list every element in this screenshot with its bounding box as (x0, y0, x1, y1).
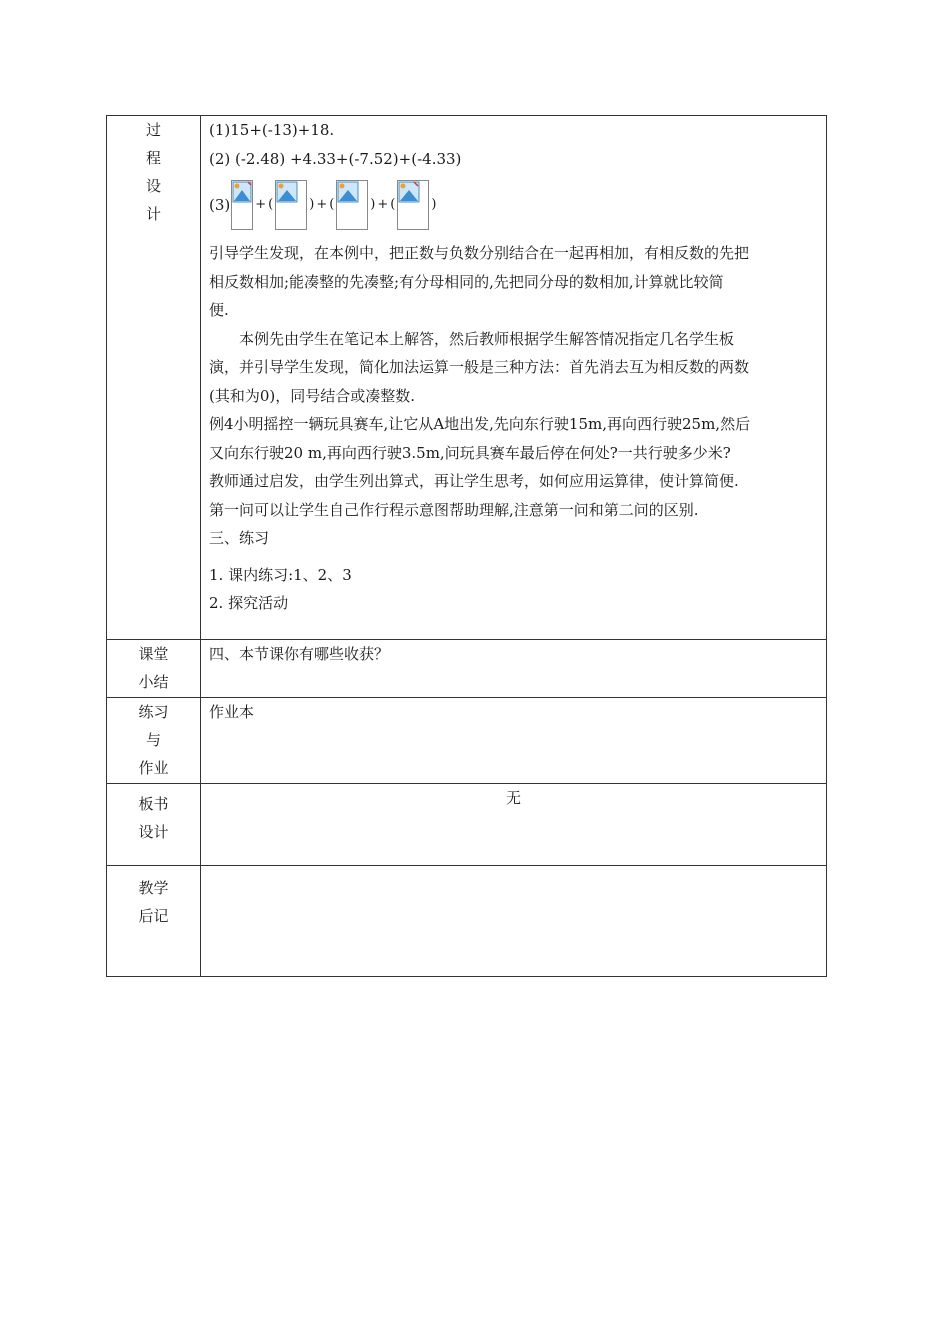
homework-label-cell (107, 698, 201, 784)
example-4-line: 例4小明摇控一辆玩具赛车,让它从A地出发,先向东行驶15m,再向西行驶25m,然后 (209, 415, 751, 433)
notes-row (107, 866, 827, 977)
notes-content-cell (201, 866, 827, 977)
open-paren: ( (329, 196, 335, 212)
open-paren: ( (390, 196, 396, 212)
summary-label-line: 小结 (138, 673, 169, 691)
example-2: (2) (-2.48) +4.33+(-7.52)+(-4.33) (209, 149, 462, 168)
homework-label-line: 与 (145, 731, 161, 749)
plus-sign: + (316, 196, 328, 212)
homework-row (107, 698, 827, 784)
method-paragraph-line: 演，并引导学生发现，简化加法运算一般是三种方法：首先消去互为相反数的两数 (209, 358, 750, 376)
board-label-line: 板书 (138, 795, 169, 813)
process-label-char: 程 (145, 149, 161, 167)
plus-sign: + (255, 196, 267, 212)
practice-item: 2. 探究活动 (209, 594, 289, 612)
close-paren: ) (309, 196, 315, 212)
summary-text: 四、本节课你有哪些收获？ (209, 645, 390, 663)
broken-image-icon (231, 180, 253, 230)
summary-row (107, 640, 827, 698)
process-label-cell (107, 116, 201, 640)
homework-label-line: 作业 (138, 759, 169, 777)
broken-image-icon (275, 180, 307, 230)
open-paren: ( (268, 196, 274, 212)
broken-image-icon (336, 180, 368, 230)
board-label-cell (107, 784, 201, 866)
process-content-cell (201, 116, 827, 640)
guide-paragraph-line: 引导学生发现，在本例中，把正数与负数分别结合在一起再相加，有相反数的先把 (209, 244, 750, 262)
notes-label-cell (107, 866, 201, 977)
practice-item: 1. 课内练习:1、2、3 (209, 565, 352, 584)
example-3-prefix: (3) (209, 195, 231, 214)
summary-content-cell (201, 640, 827, 698)
lesson-plan-table (106, 115, 827, 977)
process-label-char: 计 (145, 205, 161, 223)
guide-paragraph-line: 相反数相加;能凑整的先凑整;有分母相同的,先把同分母的数相加,计算就比较简 (209, 272, 724, 291)
notes-label-line: 后记 (138, 907, 169, 925)
close-paren: ) (370, 196, 376, 212)
section-heading-practice: 三、练习 (209, 529, 270, 547)
example-4-line: 又向东行驶20 m,再向西行驶3.5m,问玩具赛车最后停在何处?一共行驶多少米? (209, 443, 731, 462)
process-label-char: 过 (145, 121, 161, 139)
spacer (209, 553, 818, 561)
method-paragraph-line: 本例先由学生在笔记本上解答，然后教师根据学生解答情况指定几名学生板 (239, 329, 735, 348)
broken-image-icon (397, 180, 429, 230)
board-text: 无 (505, 789, 521, 807)
homework-content-cell (201, 698, 827, 784)
homework-label-line: 练习 (138, 703, 169, 721)
example-1: (1)15+(-13)+18. (209, 121, 335, 139)
process-label-char: 设 (145, 177, 161, 195)
board-row (107, 784, 827, 866)
teacher-guide-line: 教师通过启发，由学生列出算式，再让学生思考，如何应用运算律，使计算简便. (209, 472, 739, 490)
close-paren: ) (431, 196, 437, 212)
board-content-cell (201, 784, 827, 866)
summary-label-line: 课堂 (138, 645, 169, 663)
teacher-guide-line: 第一问可以让学生自己作行程示意图帮助理解,注意第一问和第二问的区别. (209, 500, 699, 519)
guide-paragraph-line: 便. (209, 301, 229, 319)
plus-sign: + (377, 196, 389, 212)
homework-text: 作业本 (209, 703, 255, 721)
board-label-line: 设计 (138, 823, 169, 841)
process-row (107, 116, 827, 640)
notes-label-line: 教学 (138, 879, 169, 897)
summary-label-cell (107, 640, 201, 698)
example-3-expression (209, 175, 818, 235)
method-paragraph-line: (其和为0)，同号结合或凑整数. (209, 386, 416, 405)
